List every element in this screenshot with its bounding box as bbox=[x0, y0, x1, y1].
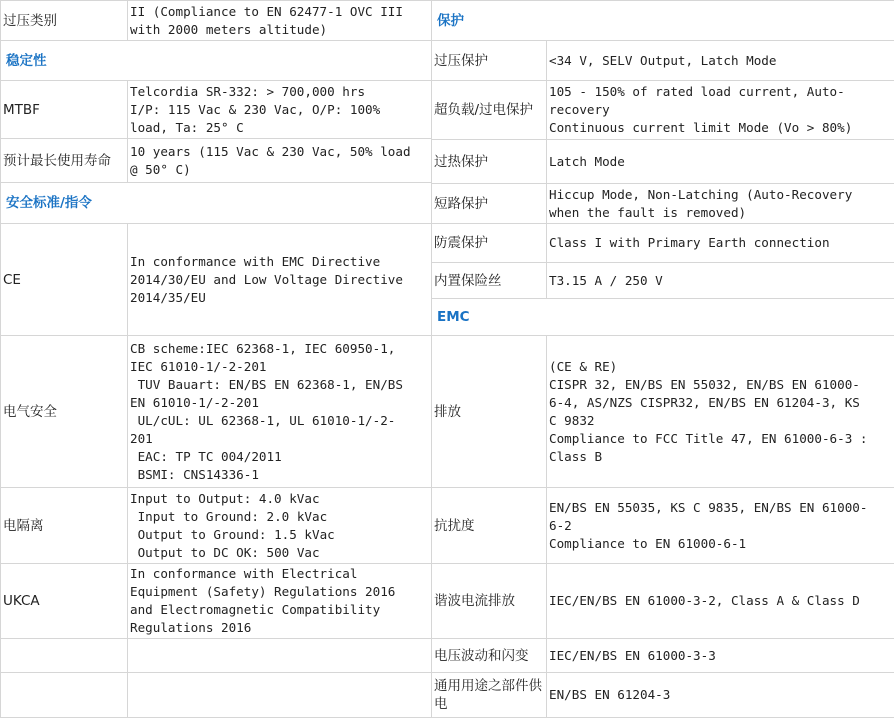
right-table bbox=[431, 0, 894, 718]
row-overvoltage-category bbox=[1, 1, 432, 41]
value-ukca: In conformance with Electrical Equipment (Safety) Regulations 2016 and Electromagnetic Compatibility Regulations 2016 bbox=[128, 564, 432, 639]
value-ce: In conformance with EMC Directive 2014/30/EU and Low Voltage Directive 2014/35/EU bbox=[128, 224, 432, 336]
value-isolation: Input to Output: 4.0 kVac Input to Ground: 2.0 kVac Output to Ground: 1.5 kVac Output to DC OK: 500 Vac bbox=[128, 488, 432, 564]
label-ce: CE bbox=[1, 224, 128, 336]
label-overtemperature-protection: 过热保护 bbox=[432, 140, 547, 184]
value-shock-protection: Class I with Primary Earth connection bbox=[547, 224, 894, 263]
label-overload-protection: 超负载/过电保护 bbox=[432, 81, 547, 140]
section-protection bbox=[432, 1, 894, 41]
empty-cell bbox=[1, 673, 128, 718]
value-overvoltage-category: II (Compliance to EN 62477-1 OVC III with 2000 meters altitude) bbox=[128, 1, 432, 41]
value-voltage-fluctuation: IEC/EN/BS EN 61000-3-3 bbox=[547, 639, 894, 673]
label-overvoltage-protection: 过压保护 bbox=[432, 41, 547, 81]
row-isolation bbox=[1, 488, 432, 564]
row-overvoltage-protection bbox=[432, 41, 894, 81]
row-internal-fuse bbox=[432, 263, 894, 299]
section-emc bbox=[432, 299, 894, 336]
label-voltage-fluctuation: 电压波动和闪变 bbox=[432, 639, 547, 673]
label-electrical-safety: 电气安全 bbox=[1, 336, 128, 488]
empty-cell bbox=[128, 639, 432, 673]
label-harmonic-current: 谐波电流排放 bbox=[432, 564, 547, 639]
label-expected-lifetime: 预计最长使用寿命 bbox=[1, 139, 128, 183]
left-spec-table bbox=[0, 0, 431, 718]
value-emissions: (CE & RE) CISPR 32, EN/BS EN 55032, EN/BS EN 61000- 6-4, AS/NZS CISPR32, EN/BS EN 61204-3, KS C 9832 Compliance to FCC Title 47, EN 61000-6-3 : Class B bbox=[547, 336, 894, 488]
value-internal-fuse: T3.15 A / 250 V bbox=[547, 263, 894, 299]
section-title-stability: 稳定性 bbox=[1, 41, 432, 81]
label-general-purpose-supply: 通用用途之部件供电 bbox=[432, 673, 547, 718]
label-short-circuit-protection: 短路保护 bbox=[432, 184, 547, 224]
row-empty-1 bbox=[1, 639, 432, 673]
row-empty-2 bbox=[1, 673, 432, 718]
row-expected-lifetime bbox=[1, 139, 432, 183]
value-electrical-safety: CB scheme:IEC 62368-1, IEC 60950-1, IEC 61010-1/-2-201 TUV Bauart: EN/BS EN 62368-1, EN/BS EN 61010-1/-2-201 UL/cUL: UL 62368-1, UL 61010-1/-2- 201 EAC: TP TC 004/2011 BSMI: CNS14336-1 bbox=[128, 336, 432, 488]
left-table bbox=[0, 0, 432, 718]
label-shock-protection: 防震保护 bbox=[432, 224, 547, 263]
row-electrical-safety bbox=[1, 336, 432, 488]
value-expected-lifetime: 10 years (115 Vac & 230 Vac, 50% load @ 50° C) bbox=[128, 139, 432, 183]
right-spec-table bbox=[431, 0, 894, 718]
value-short-circuit-protection: Hiccup Mode, Non-Latching (Auto-Recovery when the fault is removed) bbox=[547, 184, 894, 224]
label-emissions: 排放 bbox=[432, 336, 547, 488]
value-immunity: EN/BS EN 55035, KS C 9835, EN/BS EN 61000- 6-2 Compliance to EN 61000-6-1 bbox=[547, 488, 894, 564]
label-ukca: UKCA bbox=[1, 564, 128, 639]
value-overvoltage-protection: <34 V, SELV Output, Latch Mode bbox=[547, 41, 894, 81]
section-title-protection: 保护 bbox=[432, 1, 894, 41]
empty-cell bbox=[128, 673, 432, 718]
empty-cell bbox=[1, 639, 128, 673]
value-general-purpose-supply: EN/BS EN 61204-3 bbox=[547, 673, 894, 718]
row-voltage-fluctuation bbox=[432, 639, 894, 673]
row-ukca bbox=[1, 564, 432, 639]
row-general-purpose-supply bbox=[432, 673, 894, 718]
section-stability bbox=[1, 41, 432, 81]
label-overvoltage-category: 过压类别 bbox=[1, 1, 128, 41]
row-overload-protection bbox=[432, 81, 894, 140]
row-emissions bbox=[432, 336, 894, 488]
value-overtemperature-protection: Latch Mode bbox=[547, 140, 894, 184]
label-mtbf: MTBF bbox=[1, 81, 128, 139]
section-safety-standards bbox=[1, 183, 432, 224]
row-immunity bbox=[432, 488, 894, 564]
section-title-emc: EMC bbox=[432, 299, 894, 336]
row-shock-protection bbox=[432, 224, 894, 263]
row-mtbf bbox=[1, 81, 432, 139]
label-isolation: 电隔离 bbox=[1, 488, 128, 564]
row-harmonic-current bbox=[432, 564, 894, 639]
label-internal-fuse: 内置保险丝 bbox=[432, 263, 547, 299]
row-overtemperature-protection bbox=[432, 140, 894, 184]
value-overload-protection: 105 - 150% of rated load current, Auto- recovery Continuous current limit Mode (Vo > 80%) bbox=[547, 81, 894, 140]
row-short-circuit-protection bbox=[432, 184, 894, 224]
value-harmonic-current: IEC/EN/BS EN 61000-3-2, Class A & Class D bbox=[547, 564, 894, 639]
row-ce bbox=[1, 224, 432, 336]
value-mtbf: Telcordia SR-332: > 700,000 hrs I/P: 115 Vac & 230 Vac, O/P: 100% load, Ta: 25° C bbox=[128, 81, 432, 139]
label-immunity: 抗扰度 bbox=[432, 488, 547, 564]
section-title-safety-standards: 安全标准/指令 bbox=[1, 183, 432, 224]
